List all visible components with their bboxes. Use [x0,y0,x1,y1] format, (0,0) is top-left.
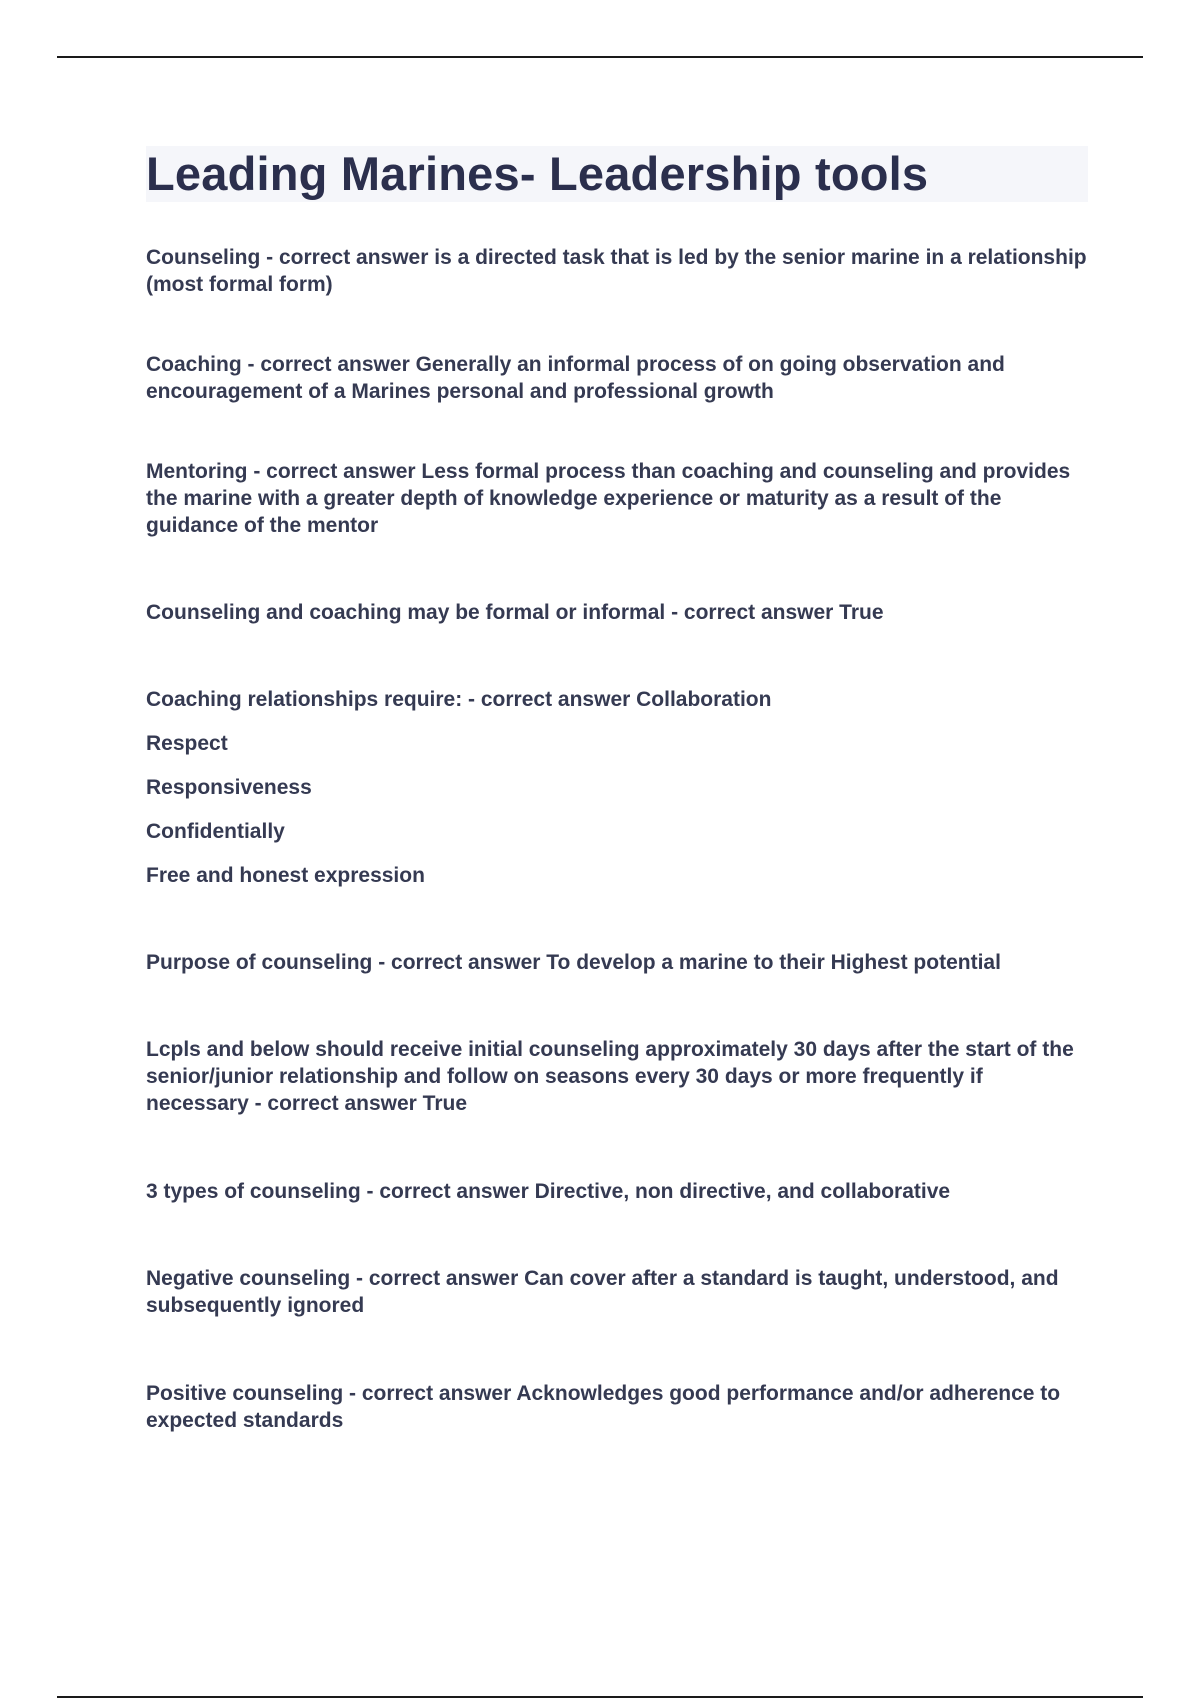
entry-purpose-of-counseling: Purpose of counseling - correct answer To develop a marine to their Highest potential [146,951,1001,974]
entry-coaching-requirements: Coaching relationships require: - correct answer Collaboration [146,688,772,711]
bottom-rule [57,1696,1143,1698]
document-title: Leading Marines- Leadership tools [146,146,1088,202]
document-body [146,146,1088,1434]
coaching-requirement-item: Confidentially [146,820,285,843]
entry-mentoring: Mentoring - correct answer Less formal process than coaching and counseling and provides the marine with a greater depth of knowledge experience or maturity as a result of the guidance of the mentor [146,460,1071,537]
entry-types-of-counseling: 3 types of counseling - correct answer Directive, non directive, and collaborative [146,1180,951,1203]
entry-counseling: Counseling - correct answer is a directed task that is led by the senior marine in a relationship (most formal form) [146,246,1087,296]
entry-lcpls-initial-counseling: Lcpls and below should receive initial counseling approximately 30 days after the start of the senior/junior relationship and follow on seasons every 30 days or more frequently if necessary - correct answer True [146,1038,1074,1115]
coaching-requirement-item: Responsiveness [146,776,312,799]
entry-formal-informal: Counseling and coaching may be formal or informal - correct answer True [146,601,884,624]
coaching-requirement-item: Respect [146,732,228,755]
entry-coaching: Coaching - correct answer Generally an informal process of on going observation and encouragement of a Marines personal and professional growth [146,353,1005,403]
coaching-requirement-item: Free and honest expression [146,864,425,887]
entry-negative-counseling: Negative counseling - correct answer Can cover after a standard is taught, understood, and subsequently ignored [146,1267,1059,1317]
top-rule [57,56,1143,58]
entry-positive-counseling: Positive counseling - correct answer Acknowledges good performance and/or adherence to expected standards [146,1382,1061,1432]
